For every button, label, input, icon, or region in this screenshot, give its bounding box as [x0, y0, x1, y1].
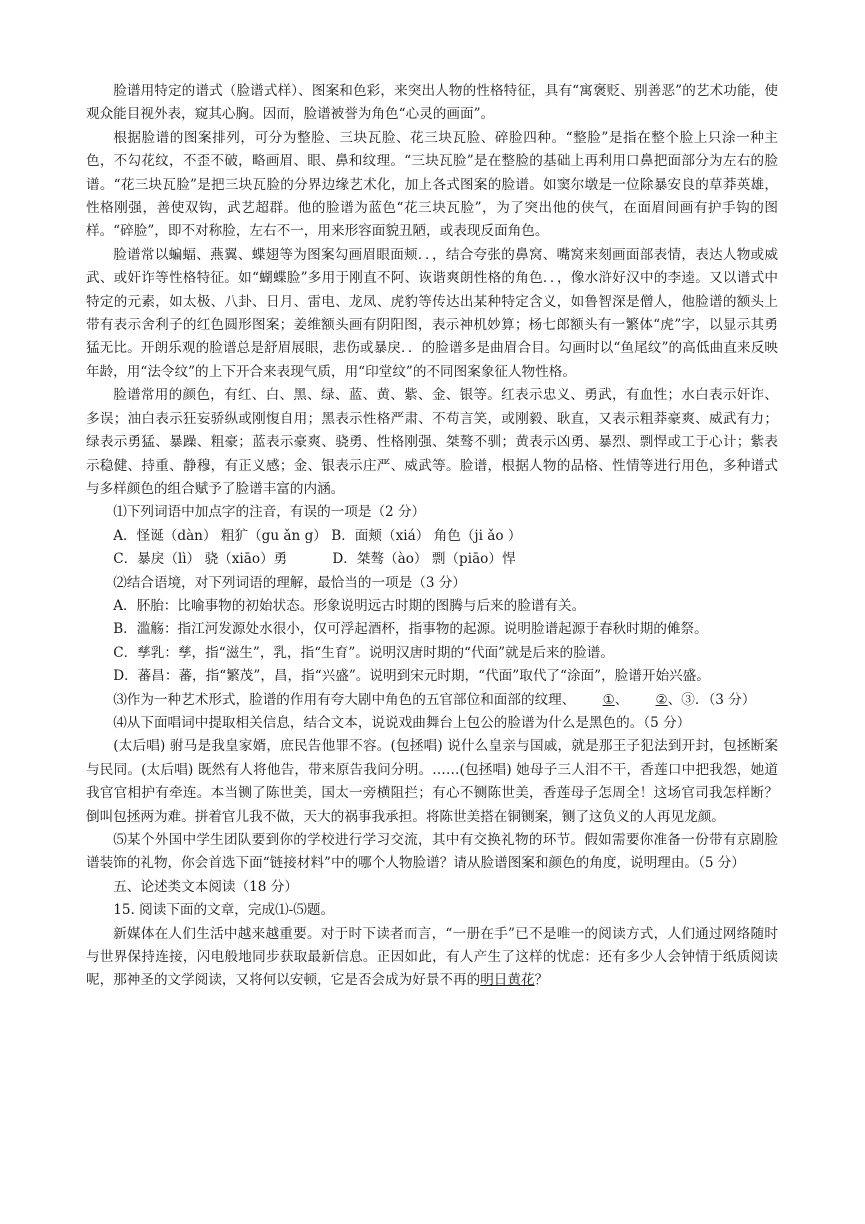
question-3-stem: ⑶作为一种艺术形式，脸谱的作用有夸大剧中角色的五官部位和面部的纹理、: [113, 691, 576, 708]
paragraph-patterns: 根据脸谱的图案排列，可分为整脸、三块瓦脸、花三块瓦脸、碎脸四种。“整脸”是指在整个脸上只涂一种主色，不勾花纹，不歪不破，略画眉、眼、鼻和纹理。“三块瓦脸”是在整脸的基础上再利用口鼻把面部分为左右的脸谱。“花三块瓦脸”是把三块瓦脸的分界边缘艺术化，加上各式图案的脸谱。如窦尔墩是一位除暴安良的草莽英雄，性格刚强，善使双钩，武艺超群。他的脸谱为蓝色“花三块瓦脸”，为了突出他的侠气，在面眉间画有护手钩的图样。“碎脸”，即不对称脸，左右不一，用来形容面貌丑陋，或表现反面角色。: [86, 129, 778, 240]
question-2-option-c: C．孳乳：孳，指“滋生”，乳，指“生育”。说明汉唐时期的“代面”就是后来的脸谱。: [113, 644, 614, 661]
question-3-tail: 、③．（3 分）: [667, 691, 756, 708]
question-2-option-b: B．滥觞：指江河发源处水很小，仅可浮起酒杯，指事物的起源。说明脸谱起源于春秋时期的傩祭。: [113, 621, 708, 638]
blank-2: ②: [655, 691, 668, 708]
underlined-phrase: 明日黄花: [480, 972, 535, 989]
question-5-stem: ⑸某个外国中学生团队要到你的学校进行学习交流，其中有交换礼物的环节。假如需要你准备一份带有京剧脸谱装饰的礼物，你会首选下面“链接材料”中的哪个人物脸谱？请从脸谱图案和颜色的角度，说明理由。（5 分）: [86, 832, 778, 872]
question-1-stem: ⑴下列词语中加点字的注音，有误的一项是（2 分）: [113, 504, 426, 521]
document-page: [86, 80, 778, 993]
question-2-option-d: D．蕃昌：蕃，指“繁茂”，昌，指“兴盛”。说明到宋元时期，“代面”取代了“涂面”，脸谱开始兴盛。: [113, 668, 710, 685]
question-3: [86, 689, 778, 712]
question-2-option-a: A．肧胎：比喻事物的初始状态。形象说明远古时期的图腾与后来的脸谱有关。: [113, 597, 586, 614]
new-media-end: ？: [534, 972, 549, 989]
question-15-heading: 15. 阅读下面的文章，完成⑴-⑸题。: [113, 902, 335, 919]
blank-1: ①: [602, 691, 615, 708]
question-2-stem: ⑵结合语境，对下列词语的理解，最恰当的一项是（3 分）: [113, 574, 466, 591]
paragraph-new-media: [86, 923, 778, 993]
paragraph-intro: 脸谱用特定的谱式（脸谱式样）、图案和色彩，来突出人物的性格特征，具有“寓褒贬、别善恶”的艺术功能，使观众能目视外表，窥其心胸。因而，脸谱被誉为角色“心灵的画面”。: [86, 83, 778, 123]
question-1-options-ab: A．怪诞（dàn） 粗犷（gu ǎn g） B．面颊（xiá） 角色（ji ǎo ）: [113, 527, 522, 544]
question-3-separator-1: 、: [614, 691, 629, 708]
question-4-stem: ⑷从下面唱词中提取相关信息，结合文本，说说戏曲舞台上包公的脸谱为什么是黑色的。（5 分）: [113, 714, 691, 731]
paragraph-colors: 脸谱常用的颜色，有红、白、黑、绿、蓝、黄、紫、金、银等。红表示忠义、勇武，有血性；水白表示奸诈、多误；油白表示狂妄骄纵或刚愎自用；黑表示性格严肃、不苟言笑，或刚毅、耿直，又表示粗莽豪爽、威武有力；绿表示勇猛、暴躁、粗豪；蓝表示豪爽、骁勇、性格刚强、桀骜不驯；黄表示凶勇、暴烈、剽悍或工于心计；紫表示稳健、持重、静穆，有正义感；金、银表示庄严、威武等。脸谱，根据人物的品格、性情等进行用色，多种谱式与多样颜色的组合赋予了脸谱丰富的内涵。: [86, 387, 778, 497]
section-heading: 五、论述类文本阅读（18 分）: [113, 878, 298, 895]
new-media-text: 新媒体在人们生活中越来越重要。对于时下读者而言，“一册在手”已不是唯一的阅读方式，人们通过网络随时与世界保持连接，闪电般地同步获取最新信息。正因如此，有人产生了这样的忧虑：还有多少人会钟情于纸质阅读呢，那神圣的文学阅读，又将何以安顿，它是否会成为好景不再的: [86, 925, 778, 989]
question-4-lyrics: (太后唱) 驸马是我皇家婿，庶民告他罪不容。(包拯唱) 说什么皇亲与国戚，就是那王子犯法到开封，包拯断案与民同。(太后唱) 既然有人将他告，带来原告我问分明。……(包拯唱) 她母子三人泪不干，香莲口中把我怨，她道我官官相护有牵连。本当铡了陈世美，国太一旁横阻拦；有心不铡陈世美，香莲母子怎周全！这场官司我怎样断？倒叫包拯两为难。拼着官儿我不做，天大的祸事我承担。将陈世美搭在铜铡案，铡了这负义的人再见龙颜。: [86, 738, 778, 825]
question-1-options-cd: C．暴戾（lì） 骁（xiāo）勇 D．桀骜（ào） 剽（piāo）悍: [113, 551, 516, 568]
paragraph-motifs: 脸谱常以蝙蝠、燕翼、蝶翅等为图案勾画眉眼面颊．．，结合夸张的鼻窝、嘴窝来刻画面部表情，表达人物或威武、或奸诈等性格特征。如“蝴蝶脸”多用于刚直不阿、诙谐爽朗性格的角色．．，像水浒好汉中的李逵。又以谱式中特定的元素，如太极、八卦、日月、雷电、龙凤、虎豹等传达出某种特定含义，如鲁智深是僧人，他脸谱的额头上带有表示舍利子的红色圆形图案；姜维额头画有阴阳图，表示神机妙算；杨七郎额头有一繁体“虎”字，以显示其勇猛无比。开朗乐观的脸谱总是舒眉展眼，悲伤或暴戾．．的脸谱多是曲眉合目。勾画时以“鱼尾纹”的高低曲直来反映年龄，用“法令纹”的上下开合来表现气质，用“印堂纹”的不同图案象征人物性格。: [86, 246, 778, 380]
